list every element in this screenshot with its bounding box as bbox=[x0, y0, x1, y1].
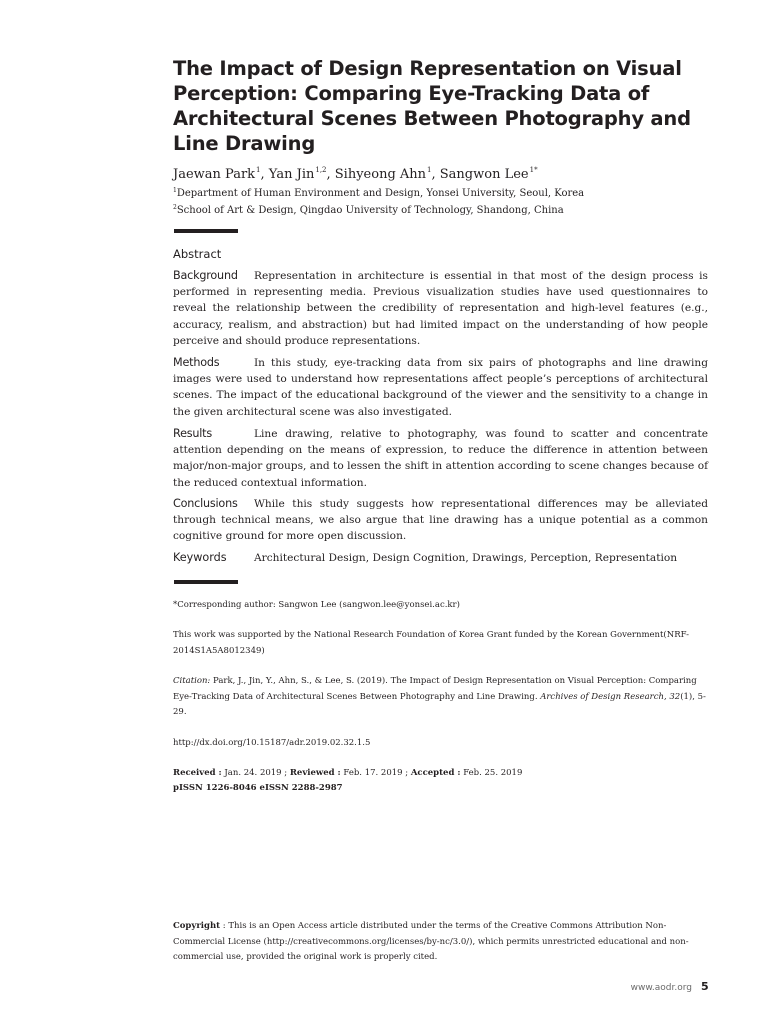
keywords bbox=[173, 550, 708, 566]
abstract-results-label: Results bbox=[173, 427, 212, 440]
article-title: The Impact of Design Representation on Visual Perception: Comparing Eye-Tracking Data of Architectural Scenes Between Photography and Line Drawing bbox=[173, 57, 691, 155]
author: Sihyeong Ahn$^1$, bbox=[334, 166, 440, 182]
abstract-background-label: Background bbox=[173, 269, 238, 282]
corresponding-author-note: *Corresponding author: Sangwon Lee (sangwon.lee@yonsei.ac.kr) bbox=[173, 600, 460, 610]
abstract-methods bbox=[173, 355, 708, 420]
author: Jaewan Park$^1$, bbox=[173, 166, 269, 182]
keywords-label: Keywords bbox=[173, 551, 227, 564]
abstract-results bbox=[173, 426, 708, 491]
copyright-note: Copyright : This is an Open Access article distributed under the terms of the Creative Commons Attribution Non-Commercial License (http://creativecommons.org/licenses/by-nc/3.0/), which permits unrestricted educational and non-commercial use, provided the original work is properly cited. bbox=[173, 921, 689, 962]
section-divider bbox=[174, 580, 238, 584]
abstract-results-text: Line drawing, relative to photography, was found to scatter and concentrate attention depending on the means of expression, to reduce the difference in attention between major/non-major groups, and to lessen the shift in attention according to scene changes because of the reduced contextual information. bbox=[173, 428, 708, 489]
affiliation-2: $^2$School of Art & Design, Qingdao University of Technology, Shandong, China bbox=[173, 204, 564, 216]
abstract-background-text: Representation in architecture is essential in that most of the design process is performed in representing media. Previous visualization studies have used questionnaires to reveal the relationship between the credibility of representation and high-level features (e.g., accuracy, realism, and abstraction) but had limited impact on the understanding of how people perceive and should produce representations. bbox=[173, 270, 708, 347]
doi-link[interactable]: http://dx.doi.org/10.15187/adr.2019.02.32.1.5 bbox=[173, 738, 371, 748]
section-divider bbox=[174, 229, 238, 233]
keywords-text: Architectural Design, Design Cognition, Drawings, Perception, Representation bbox=[254, 552, 678, 564]
author-list bbox=[173, 161, 713, 184]
abstract-methods-label: Methods bbox=[173, 356, 220, 369]
abstract-methods-text: In this study, eye-tracking data from six pairs of photographs and line drawing images were used to understand how representations affect people’s perceptions of architectural scenes. The impact of the educational background of the viewer and the sensitivity to a change in the given architectural scene was also investigated. bbox=[173, 357, 708, 418]
author: Yan Jin$^{1,2}$, bbox=[268, 166, 335, 182]
abstract-conclusions-label: Conclusions bbox=[173, 497, 238, 510]
abstract-background bbox=[173, 268, 708, 349]
page-number: 5 bbox=[701, 980, 709, 993]
dates-line: Received : Jan. 24. 2019 ; Reviewed : Feb. 17. 2019 ; Accepted : Feb. 25. 2019 bbox=[173, 768, 523, 778]
abstract-heading: Abstract bbox=[173, 247, 222, 261]
abstract-conclusions-text: While this study suggests how representational differences may be alleviated through technical means, we also argue that line drawing has a unique potential as a common cognitive ground for more open discussion. bbox=[173, 498, 708, 543]
abstract-conclusions bbox=[173, 496, 708, 545]
author: Sangwon Lee$^{1*}$ bbox=[439, 166, 538, 182]
citation-note: Citation: Park, J., Jin, Y., Ahn, S., & Lee, S. (2019). The Impact of Design Representation on Visual Perception: Comparing Eye-Tracking Data of Architectural Scenes Between Photography and Line Drawing. Archives of Design Research, 32(1), 5-29. bbox=[173, 676, 706, 717]
journal-url[interactable]: www.aodr.org bbox=[630, 983, 692, 993]
affiliation-1: $^1$Department of Human Environment and Design, Yonsei University, Seoul, Korea bbox=[173, 187, 585, 199]
funding-note: This work was supported by the National Research Foundation of Korea Grant funded by the Korean Government(NRF-2014S1A5A8012349) bbox=[173, 630, 689, 656]
issn-line: pISSN 1226-8046 eISSN 2288-2987 bbox=[173, 783, 343, 793]
